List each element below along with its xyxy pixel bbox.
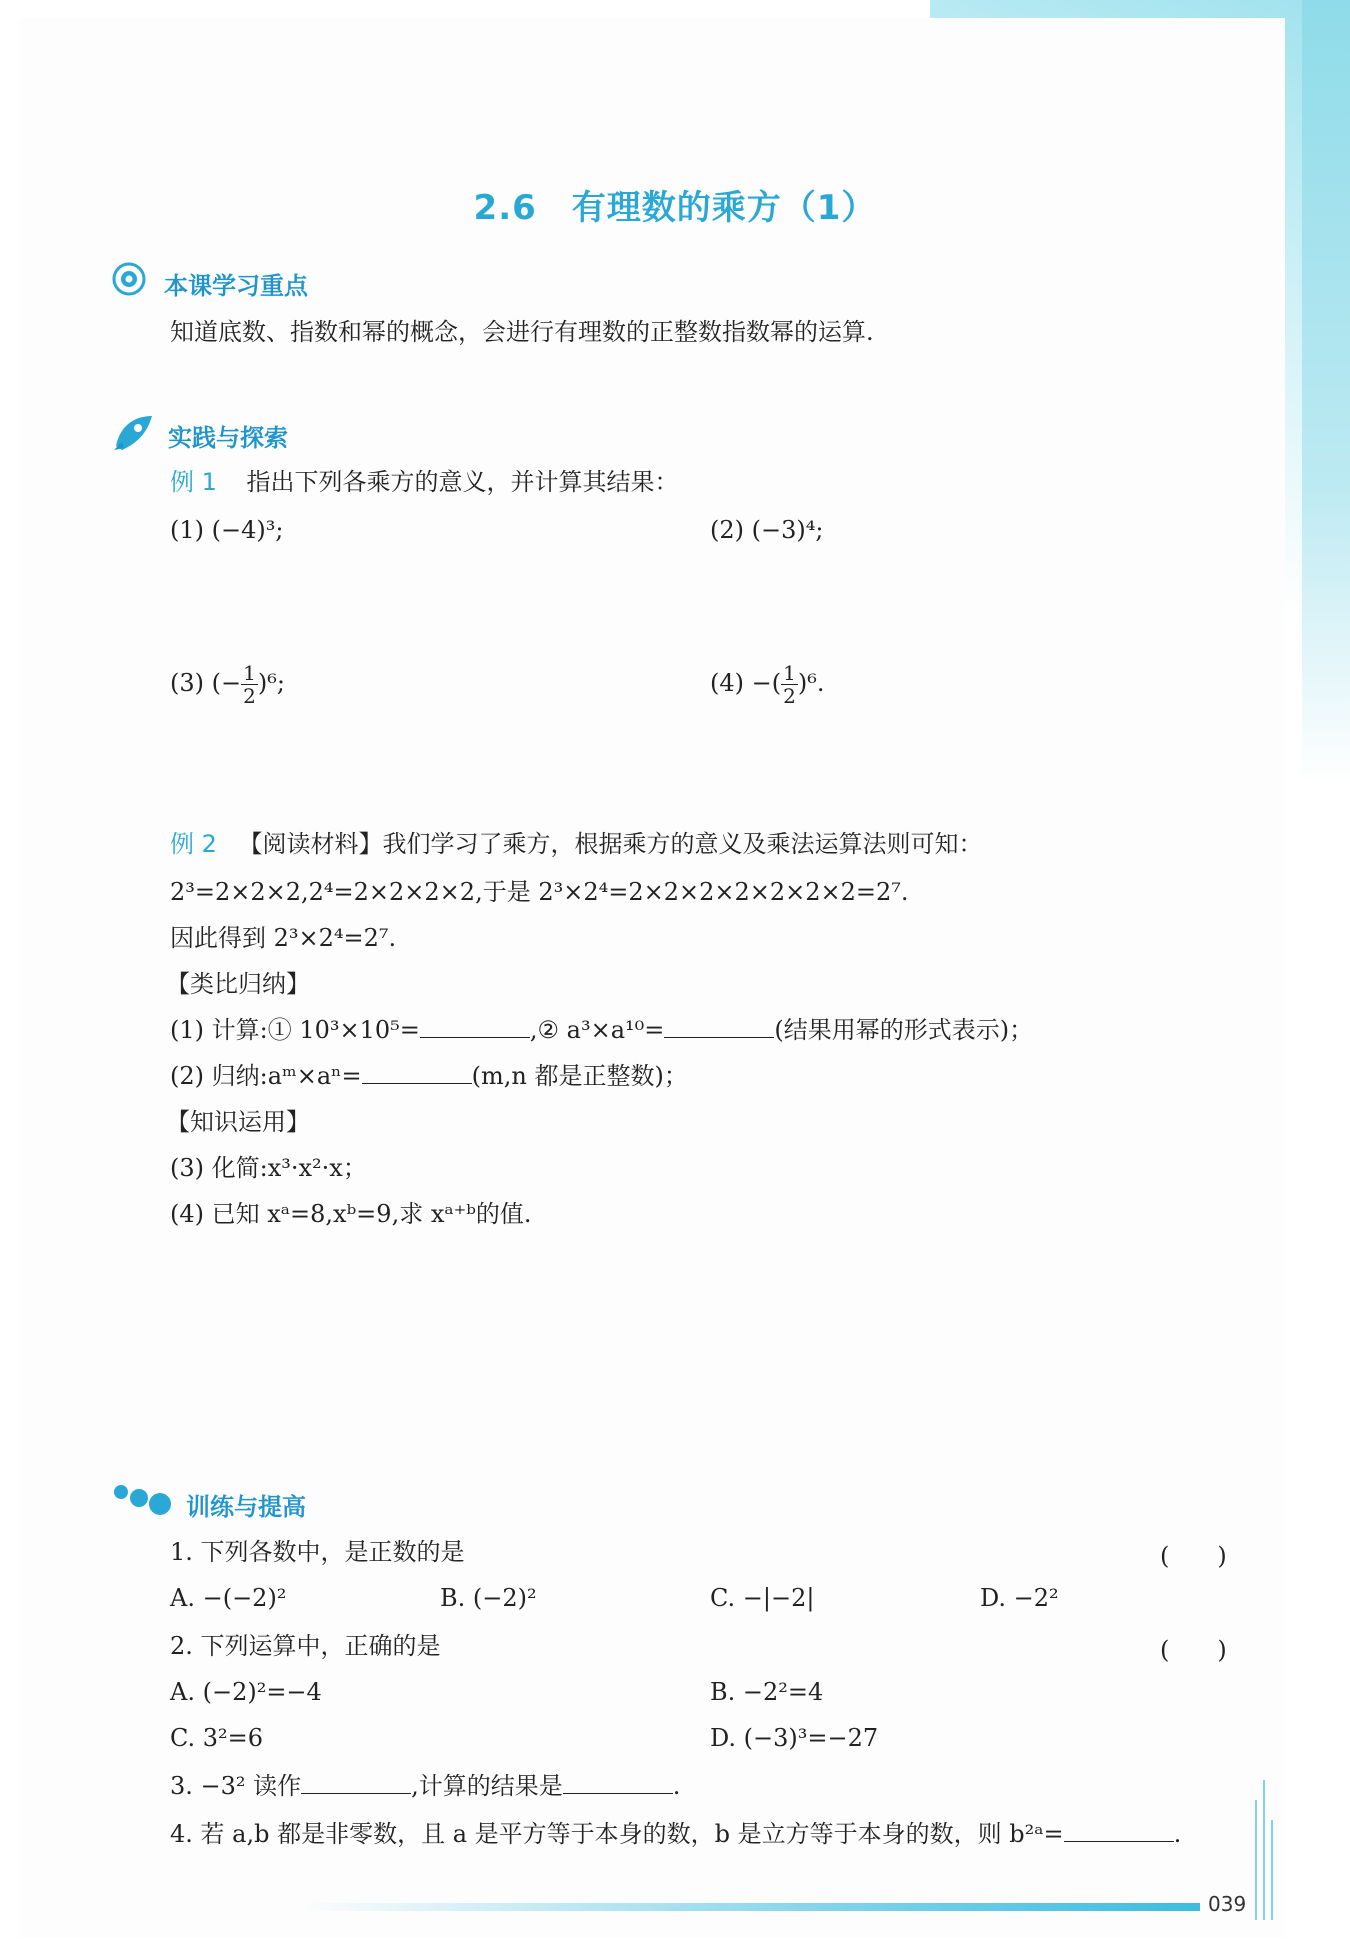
q2-option-d: D. (−3)³=−27 (710, 1724, 879, 1752)
example1-item-3 (170, 662, 285, 707)
example2-line-6 (170, 1060, 688, 1092)
section-heading-focus: 本课学习重点 (164, 272, 308, 300)
fraction-denominator: 2 (783, 684, 796, 708)
q1-option-b: B. (−2)² (440, 1584, 537, 1612)
example1-prompt: 指出下列各乘方的意义，并计算其结果： (246, 468, 679, 496)
target-icon (112, 262, 146, 296)
example2-line-1 (170, 828, 983, 860)
example2-line-3: 因此得到 2³×2⁴=2⁷. (170, 924, 397, 952)
induction-note: (m,n 都是正整数)； (471, 1062, 688, 1090)
answer-blank[interactable] (664, 1015, 774, 1038)
answer-blank[interactable] (563, 1771, 673, 1794)
fraction (781, 662, 798, 707)
answer-blank[interactable] (420, 1015, 530, 1038)
page-title: 2.6 有理数的乘方（1） (473, 188, 877, 228)
q2-option-b: B. −2²=4 (710, 1678, 824, 1706)
calc-part-1: (1) 计算:① 10³×10⁵= (170, 1016, 420, 1044)
q2-option-a: A. (−2)²=−4 (170, 1678, 322, 1706)
example1-item-2: (2) (−3)⁴; (710, 516, 824, 544)
q4-end: . (1173, 1820, 1182, 1848)
page-number: 039 (1208, 1892, 1247, 1916)
example1-label: 例 1 (170, 468, 217, 496)
item4-suffix: )⁶. (797, 669, 825, 697)
right-edge-strip (1302, 0, 1350, 1959)
question-4 (170, 1818, 1181, 1850)
q1-option-a: A. −(−2)² (170, 1584, 287, 1612)
analogy-heading: 【类比归纳】 (166, 970, 310, 998)
answer-blank[interactable] (1064, 1819, 1174, 1842)
answer-paren[interactable]: ( ) (1160, 1542, 1227, 1570)
question-2-stem: 2. 下列运算中，正确的是 (170, 1632, 441, 1660)
answer-paren[interactable]: ( ) (1160, 1636, 1227, 1664)
example2-line-9: (4) 已知 xᵃ=8,xᵇ=9,求 xᵃ⁺ᵇ的值. (170, 1200, 532, 1228)
example1-item-1: (1) (−4)³; (170, 516, 284, 544)
answer-blank[interactable] (362, 1061, 472, 1084)
example1-line (170, 466, 679, 498)
dots-icon (112, 1480, 178, 1518)
item4-prefix: (4) −( (710, 669, 782, 697)
question-1-stem: 1. 下列各数中，是正数的是 (170, 1538, 465, 1566)
item3-suffix: )⁶; (257, 669, 285, 697)
question-3 (170, 1770, 680, 1802)
q2-option-c: C. 3²=6 (170, 1724, 264, 1752)
fraction-denominator: 2 (243, 684, 256, 708)
example2-line-2: 2³=2×2×2,2⁴=2×2×2×2,于是 2³×2⁴=2×2×2×2×2×2×2=2⁷. (170, 878, 909, 906)
q1-option-d: D. −2² (980, 1584, 1059, 1612)
q4-part-1: 4. 若 a,b 都是非零数，且 a 是平方等于本身的数，b 是立方等于本身的数，则 b²ᵃ= (170, 1820, 1064, 1848)
section-heading-explore: 实践与探索 (168, 424, 288, 452)
answer-blank[interactable] (301, 1771, 411, 1794)
q3-end: . (672, 1772, 681, 1800)
q3-part-2: ,计算的结果是 (411, 1772, 563, 1800)
example2-label: 例 2 (170, 830, 217, 858)
q3-part-1: 3. −3² 读作 (170, 1772, 302, 1800)
fraction-numerator: 1 (783, 661, 796, 685)
induction-part-1: (2) 归纳:aᵐ×aⁿ= (170, 1062, 362, 1090)
section-heading-practice: 训练与提高 (186, 1493, 306, 1521)
calc-note: (结果用幂的形式表示)； (774, 1016, 1034, 1044)
example2-line-5 (170, 1014, 1033, 1046)
reading-material: 【阅读材料】我们学习了乘方，根据乘方的意义及乘法运算法则可知： (238, 830, 983, 858)
calc-part-2: ,② a³×a¹⁰= (529, 1016, 665, 1044)
focus-text: 知道底数、指数和幂的概念，会进行有理数的正整数指数幂的运算. (170, 318, 874, 346)
item3-prefix: (3) (− (170, 669, 242, 697)
footer-bar (300, 1903, 1200, 1911)
rocket-icon (112, 412, 156, 452)
example2-line-8: (3) 化简:x³·x²·x； (170, 1154, 367, 1182)
footer-lines-decoration (1255, 1780, 1285, 1920)
q1-option-c: C. −|−2| (710, 1584, 815, 1612)
fraction-numerator: 1 (243, 661, 256, 685)
fraction (241, 662, 258, 707)
application-heading: 【知识运用】 (166, 1108, 310, 1136)
example1-item-4 (710, 662, 824, 707)
